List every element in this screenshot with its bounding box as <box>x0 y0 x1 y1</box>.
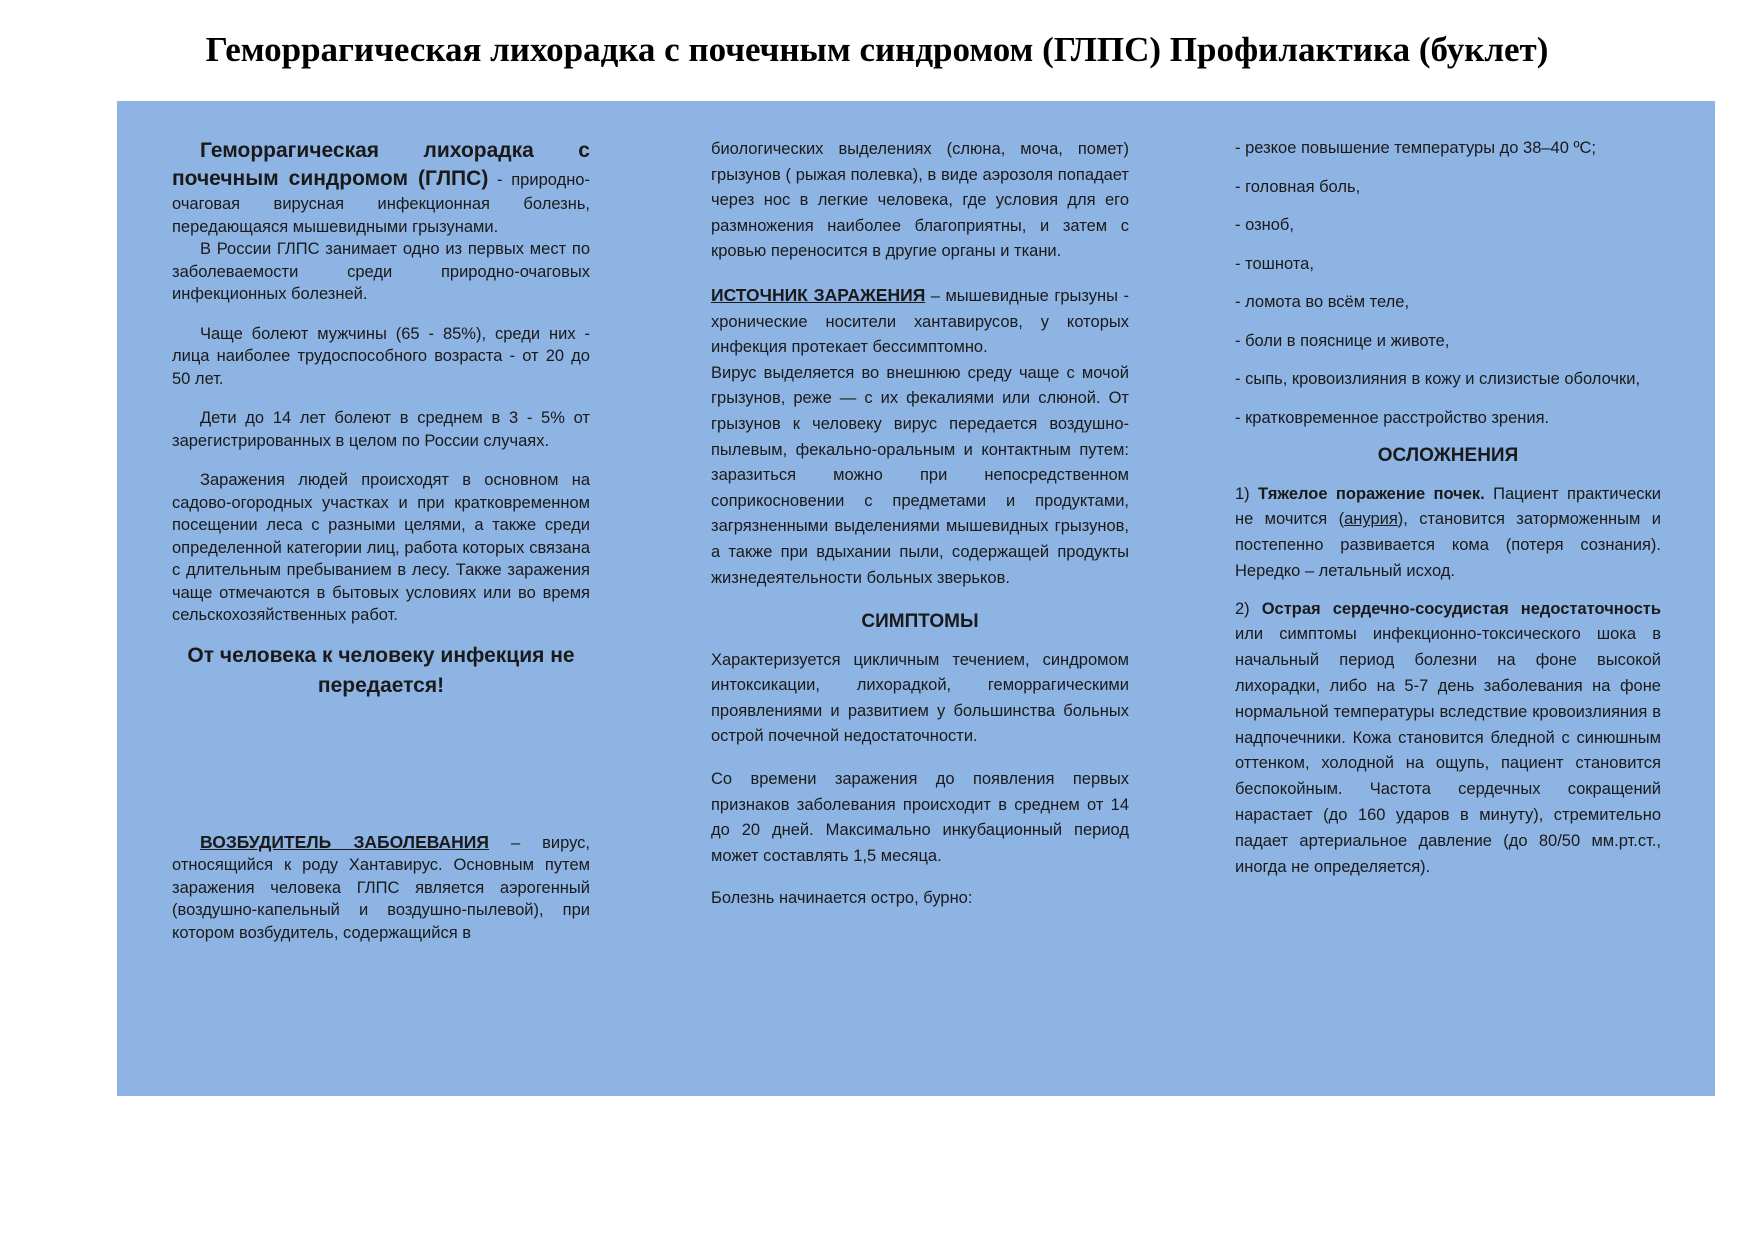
symptom-list <box>1235 137 1661 429</box>
source-heading: ИСТОЧНИК ЗАРАЖЕНИЯ <box>711 284 926 305</box>
intro-rest: - природно-очаговая вирусная инфекционная болезнь, передающаяся мышевидными грызунами. <box>172 171 590 236</box>
complications-list <box>1235 482 1661 881</box>
symptoms-title: СИМПТОМЫ <box>861 611 979 633</box>
transmission-continued-paragraph: биологических выделениях (слюна, моча, помет) грызунов ( рыжая полевка), в виде аэрозоля попадает через нос в легкие человека, где условия для его размножения наиболее благоприятны, и затем с кровью переносится в другие органы и ткани. <box>711 140 1129 261</box>
anuria-link[interactable]: анурия <box>1344 510 1398 529</box>
complication-number: 1) <box>1235 484 1259 503</box>
onset-paragraph: Болезнь начинается остро, бурно: <box>711 889 973 908</box>
incubation-paragraph: Со времени заражения до появления первых признаков заболевания происходит в среднем от 14 до 20 дней. Максимально инкубационный период может составлять 1,5 месяца. <box>711 769 1129 865</box>
symptom-item: - боли в пояснице и животе, <box>1235 331 1450 350</box>
no-human-transmission-callout: От человека к человеку инфекция не передается! <box>187 643 575 697</box>
symptom-item: - головная боль, <box>1235 177 1361 196</box>
column-3 <box>1235 137 1661 880</box>
symptom-item: - сыпь, кровоизлияния в кожу и слизистые оболочки, <box>1235 370 1641 388</box>
infection-places-paragraph: Заражения людей происходят в основном на садово-огородных участках и при кратковременном посещении леса с разными целями, а также среди определенной категории лиц, работа которых связана с длительным пребыванием в лесу. Также заражения чаще отмечаются в бытовых условиях или во время сельскохозяйственных работ. <box>172 471 590 624</box>
symptom-item: - озноб, <box>1235 216 1294 234</box>
complication-kidney-heading: Тяжелое поражение почек. <box>1258 484 1485 503</box>
column-1 <box>172 137 590 944</box>
symptoms-description-paragraph: Характеризуется цикличным течением, синдромом интоксикации, лихорадкой, геморрагическими проявлениями и развитием у большинства больных острой почечной недостаточности. <box>711 650 1129 746</box>
agent-paragraph <box>172 831 590 945</box>
complication-cardio <box>1235 597 1661 881</box>
children-paragraph: Дети до 14 лет болеют в среднем в 3 - 5% от зарегистрированных в целом по России случаях. <box>172 409 590 450</box>
source-text: – мышевидные грызуны - хронические носители хантавирусов, у которых инфекция протекает бессимптомно. <box>711 286 1129 357</box>
complication-kidney <box>1235 482 1661 585</box>
symptom-item: - тошнота, <box>1235 254 1314 273</box>
russia-paragraph: В России ГЛПС занимает одно из первых мест по заболеваемости среди природно-очаговых инфекционных болезней. <box>172 240 590 303</box>
complication-kidney-text-end: ), становится заторможенным и постепенно развивается кома (потеря сознания). Нередко – летальный исход. <box>1235 510 1661 580</box>
source-paragraph <box>711 283 1129 361</box>
agent-heading: ВОЗБУДИТЕЛЬ ЗАБОЛЕВАНИЯ <box>200 831 489 852</box>
document-title: Геморрагическая лихорадка с почечным синдромом (ГЛПС) Профилактика (буклет) <box>205 30 1549 69</box>
symptom-item: - резкое повышение температуры до 38–40 ºС; <box>1235 139 1597 157</box>
complications-title: ОСЛОЖНЕНИЯ <box>1377 445 1519 466</box>
column-2 <box>711 137 1129 912</box>
intro-paragraph <box>172 137 590 238</box>
symptom-item: - кратковременное расстройство зрения. <box>1235 408 1550 427</box>
complication-cardio-heading: Острая сердечно-сосудистая недостаточность <box>1261 599 1661 618</box>
booklet-panel <box>117 101 1715 1096</box>
complication-kidney-text: Пациент практически не мочится ( <box>1235 484 1661 529</box>
intro-lead: Геморрагическая лихорадка с почечным синдромом (ГЛПС) <box>172 139 590 190</box>
symptom-item: - ломота во всём теле, <box>1235 293 1410 311</box>
complication-cardio-text: или симптомы инфекционно-токсического шока в начальный период болезни на фоне высокой лихорадки, либо на 5-7 день заболевания на фоне нормальной температуры вследствие кровоизлияния в надпочечники. Кожа становится бледной с синюшным оттенком, холодной на ощупь, пациент становится беспокойным. Частота сердечных сокращений нарастает (до 160 ударов в минуту), стремительно падает артериальное давление (до 80/50 мм.рт.ст., иногда не определяется). <box>1235 625 1661 876</box>
complication-number: 2) <box>1235 599 1262 618</box>
virus-release-paragraph: Вирус выделяется во внешнюю среду чаще с мочой грызунов, реже — с их фекалиями или слюной. От грызунов к человеку вирус передается воздушно-пылевым, фекально-оральным и контактным путем: заразиться можно при непосредственном соприкосновении с предметами и продуктами, загрязненными выделениями мышевидных грызунов, а также при вдыхании пыли, содержащей продукты жизнедеятельности больных зверьков. <box>711 363 1129 587</box>
men-paragraph: Чаще болеют мужчины (65 - 85%), среди них - лица наиболее трудоспособного возраста - от 20 до 50 лет. <box>172 324 590 388</box>
agent-text: – вирус, относящийся к роду Хантавирус. Основным путем заражения человека ГЛПС является аэрогенный (воздушно-капельный и воздушно-пылевой), при котором возбудитель, содержащийся в <box>172 833 590 942</box>
